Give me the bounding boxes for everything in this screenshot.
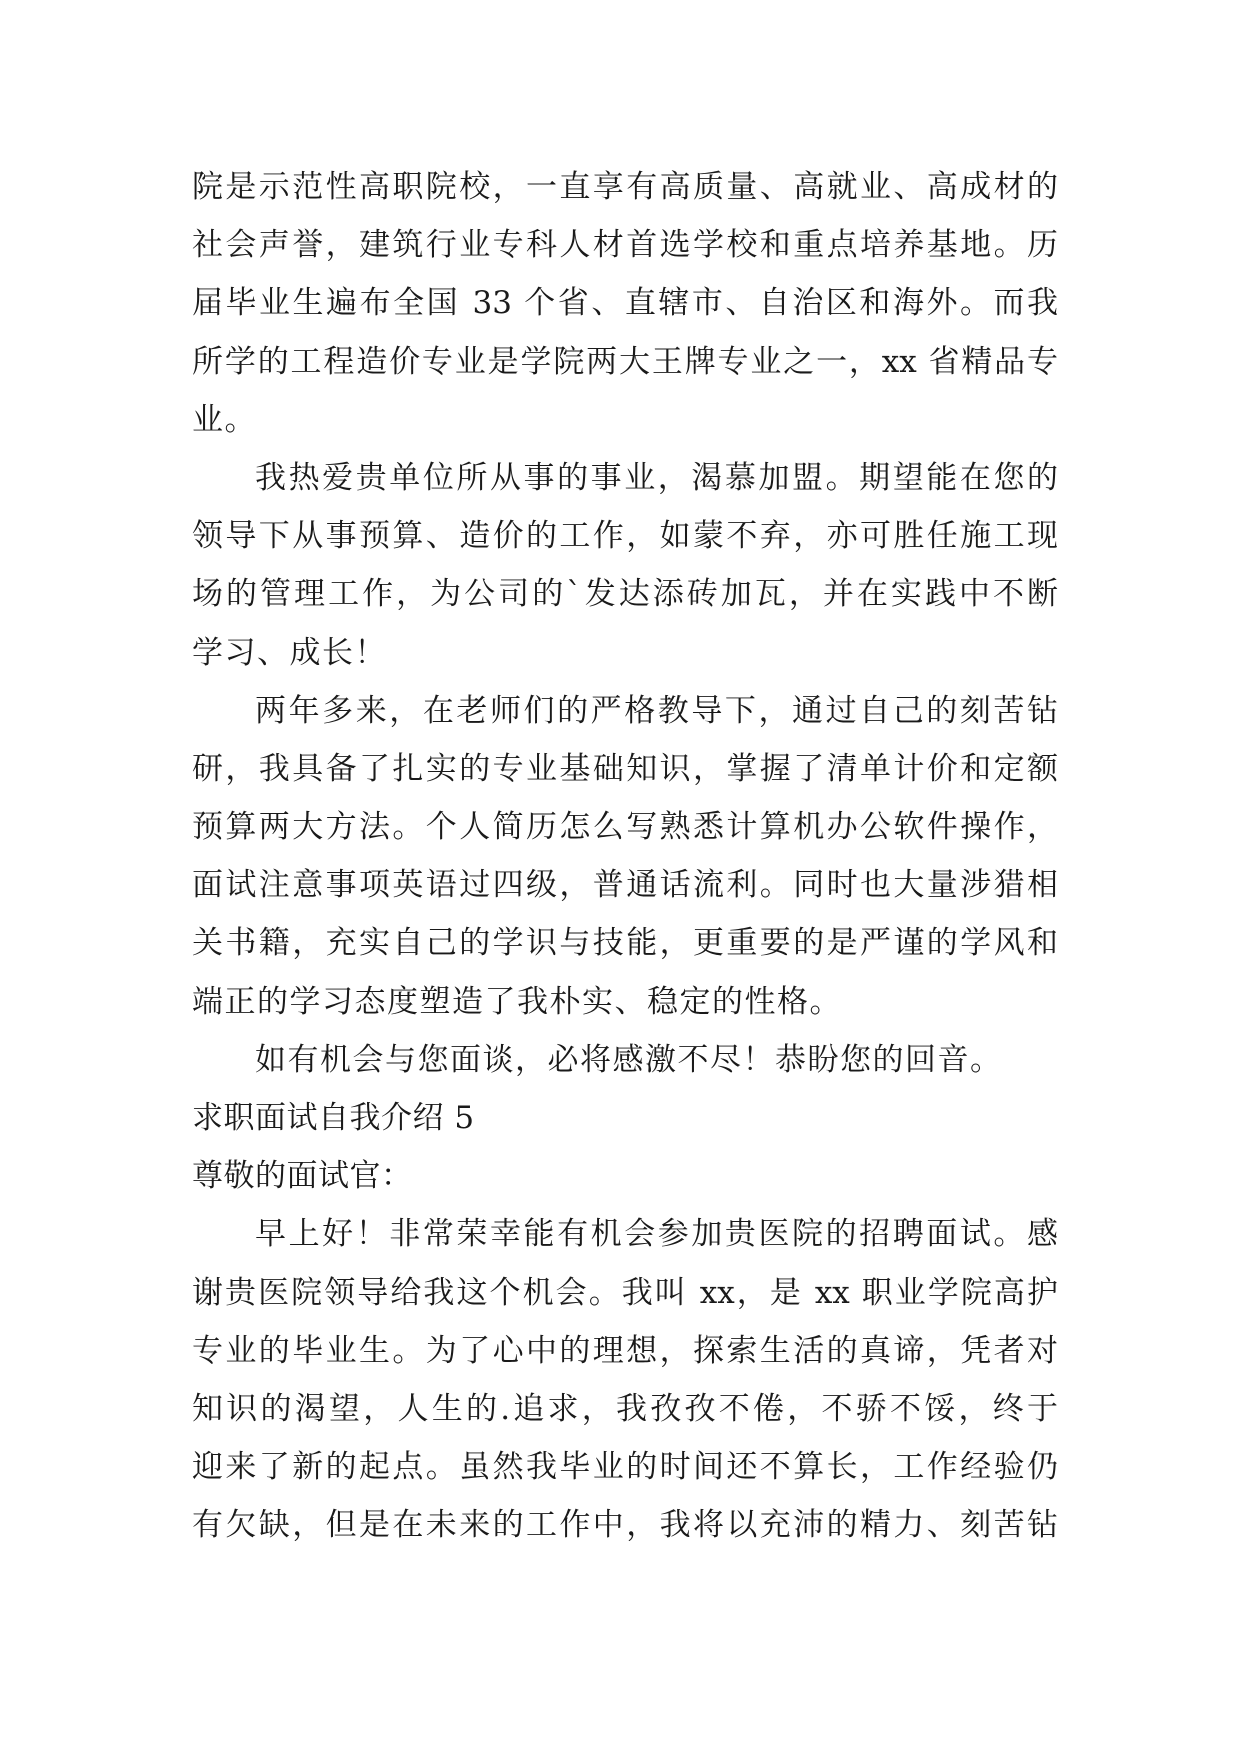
paragraph-line: 届毕业生遍布全国 33 个省、直辖市、自治区和海外。而我 [192, 285, 1058, 322]
paragraph-line: 预算两大方法。个人简历怎么写熟悉计算机办公软件操作， [192, 809, 1058, 846]
paragraph-line: 领导下从事预算、造价的工作，如蒙不弃，亦可胜任施工现 [192, 518, 1058, 555]
paragraph-line: 所学的工程造价专业是学院两大王牌专业之一，xx 省精品专 [192, 343, 1058, 380]
paragraph-line: 社会声誉，建筑行业专科人材首选学校和重点培养基地。历 [192, 227, 1058, 264]
paragraph-line: 面试注意事项英语过四级，普通话流利。同时也大量涉猎相 [192, 867, 1058, 904]
document-body [192, 158, 1058, 1555]
paragraph-line: 端正的学习态度塑造了我朴实、稳定的性格。 [192, 983, 842, 1020]
paragraph-line: 我热爱贵单位所从事的事业，渴慕加盟。期望能在您的 [255, 459, 1058, 496]
paragraph-line: 早上好！非常荣幸能有机会参加贵医院的招聘面试。感 [255, 1216, 1058, 1253]
paragraph-line: 业。 [192, 401, 257, 438]
paragraph-line: 研，我具备了扎实的专业基础知识，掌握了清单计价和定额 [192, 750, 1058, 787]
paragraph-line: 院是示范性高职院校，一直享有高质量、高就业、高成材的 [192, 169, 1058, 205]
paragraph-line: 学习、成长！ [192, 634, 387, 671]
paragraph-line: 谢贵医院领导给我这个机会。我叫 xx，是 xx 职业学院高护 [192, 1274, 1058, 1311]
section-heading-line: 尊敬的面试官： [192, 1158, 413, 1195]
paragraph-line: 如有机会与您面谈，必将感激不尽！恭盼您的回音。 [255, 1041, 1003, 1078]
paragraph-line: 关书籍，充实自己的学识与技能，更重要的是严谨的学风和 [192, 925, 1058, 962]
paragraph-line: 场的管理工作，为公司的`发达添砖加瓦，并在实践中不断 [192, 576, 1058, 613]
section-heading-line: 求职面试自我介绍 5 [192, 1100, 475, 1136]
paragraph-line: 两年多来，在老师们的严格教导下，通过自己的刻苦钻 [255, 692, 1058, 729]
paragraph-line: 知识的渴望，人生的.追求，我孜孜不倦，不骄不馁，终于 [192, 1390, 1058, 1427]
paragraph-line: 迎来了新的起点。虽然我毕业的时间还不算长，工作经验仍 [192, 1449, 1058, 1486]
paragraph-line: 有欠缺，但是在未来的工作中，我将以充沛的精力、刻苦钻 [192, 1507, 1058, 1544]
paragraph-line: 专业的毕业生。为了心中的理想，探索生活的真谛，凭者对 [192, 1332, 1058, 1369]
